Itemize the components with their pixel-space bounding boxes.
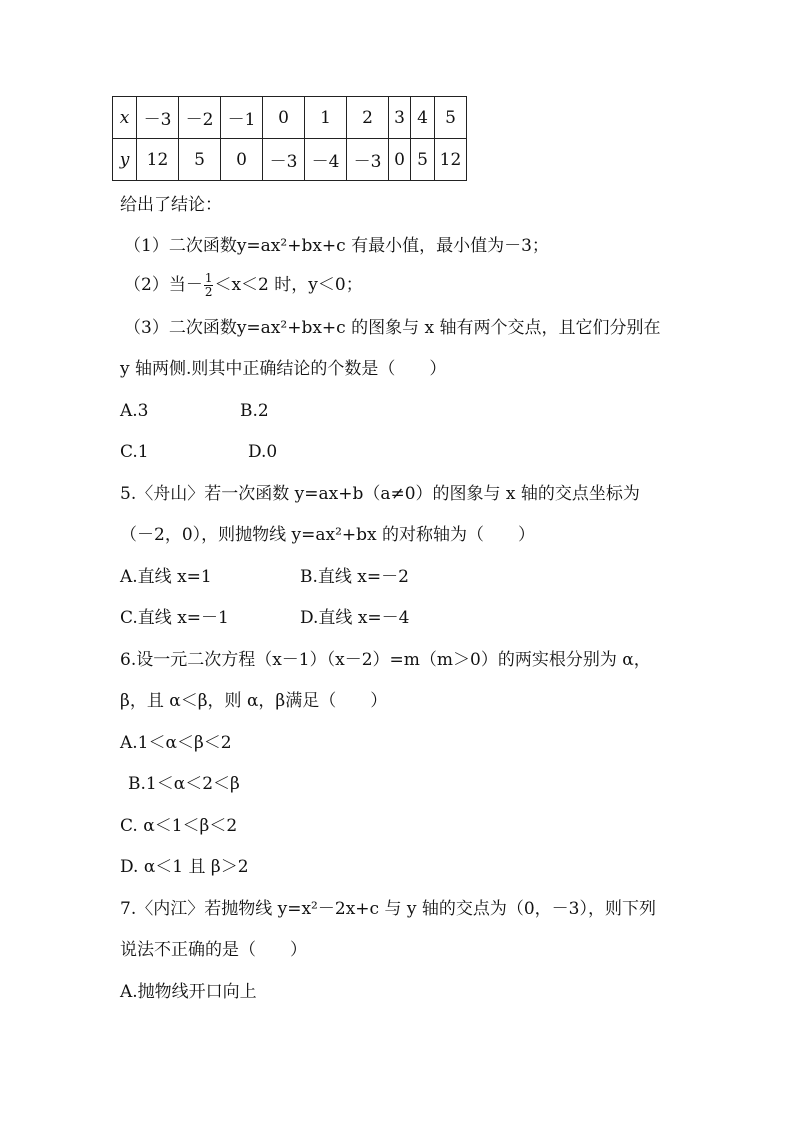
intro-text: 给出了结论： (120, 195, 222, 215)
q7-stem-line2: 说法不正确的是（ ） (120, 940, 307, 960)
table-cell: －1 (221, 97, 263, 139)
table-cell: －3 (137, 97, 179, 139)
q4-option-b: B.2 (240, 401, 269, 421)
q5-option-d: D.直线 x=－4 (300, 608, 410, 628)
q6-option-b: B.1＜α＜2＜β (128, 774, 240, 794)
table-cell: 2 (347, 97, 389, 139)
table-cell: －3 (263, 139, 305, 181)
fraction-one-half (204, 272, 214, 299)
value-table (112, 96, 467, 181)
table-cell: 3 (389, 97, 411, 139)
table-cell: 0 (263, 97, 305, 139)
table-row-x (113, 97, 467, 139)
q5-stem-line2: （－2，0），则抛物线 y=ax²+bx 的对称轴为（ ） (120, 525, 536, 545)
q7-option-a: A.抛物线开口向上 (120, 982, 257, 1002)
q7-stem-line1: 7.〈内江〉若抛物线 y=x²－2x+c 与 y 轴的交点为（0，－3），则下列 (120, 899, 656, 919)
table-cell: 5 (179, 139, 221, 181)
conclusion-3-line2: y 轴两侧.则其中正确结论的个数是（ ） (120, 359, 447, 379)
conclusion-2-suffix: ＜x＜2 时，y＜0； (214, 275, 363, 295)
table-header-x: x (113, 97, 137, 139)
q5-stem-line1: 5.〈舟山〉若一次函数 y=ax+b（a≠0）的图象与 x 轴的交点坐标为 (120, 484, 640, 504)
fraction-numerator: 1 (204, 271, 213, 285)
q4-option-d: D.0 (248, 442, 278, 462)
q4-option-a: A.3 (120, 401, 149, 421)
table-row-y (113, 139, 467, 181)
q6-option-a: A.1＜α＜β＜2 (120, 733, 232, 753)
conclusion-2 (124, 272, 363, 299)
table-cell: 1 (305, 97, 347, 139)
table-cell: 0 (389, 139, 411, 181)
table-cell: 0 (221, 139, 263, 181)
conclusion-3-line1: （3）二次函数y=ax²+bx+c 的图象与 x 轴有两个交点，且它们分别在 (124, 318, 661, 338)
conclusion-2-prefix: （2）当－ (124, 275, 203, 295)
table-cell: 4 (411, 97, 435, 139)
q6-stem-line1: 6.设一元二次方程（x－1）（x－2）=m（m＞0）的两实根分别为 α， (120, 650, 651, 670)
table-cell: 5 (435, 97, 467, 139)
q6-option-c: C. α＜1＜β＜2 (120, 816, 238, 836)
table-cell: 12 (435, 139, 467, 181)
q4-option-c: C.1 (120, 442, 149, 462)
table-cell: －3 (347, 139, 389, 181)
table-header-y: y (113, 139, 137, 181)
table-cell: 5 (411, 139, 435, 181)
q5-option-a: A.直线 x=1 (120, 567, 212, 587)
table-cell: －4 (305, 139, 347, 181)
conclusion-1: （1）二次函数y=ax²+bx+c 有最小值，最小值为－3； (124, 236, 549, 256)
q5-option-c: C.直线 x=－1 (120, 608, 229, 628)
q6-stem-line2: β，且 α＜β，则 α，β满足（ ） (120, 691, 388, 711)
q6-option-d: D. α＜1 且 β＞2 (120, 857, 249, 877)
fraction-denominator: 2 (204, 285, 213, 299)
table-cell: －2 (179, 97, 221, 139)
q5-option-b: B.直线 x=－2 (300, 567, 409, 587)
table-cell: 12 (137, 139, 179, 181)
